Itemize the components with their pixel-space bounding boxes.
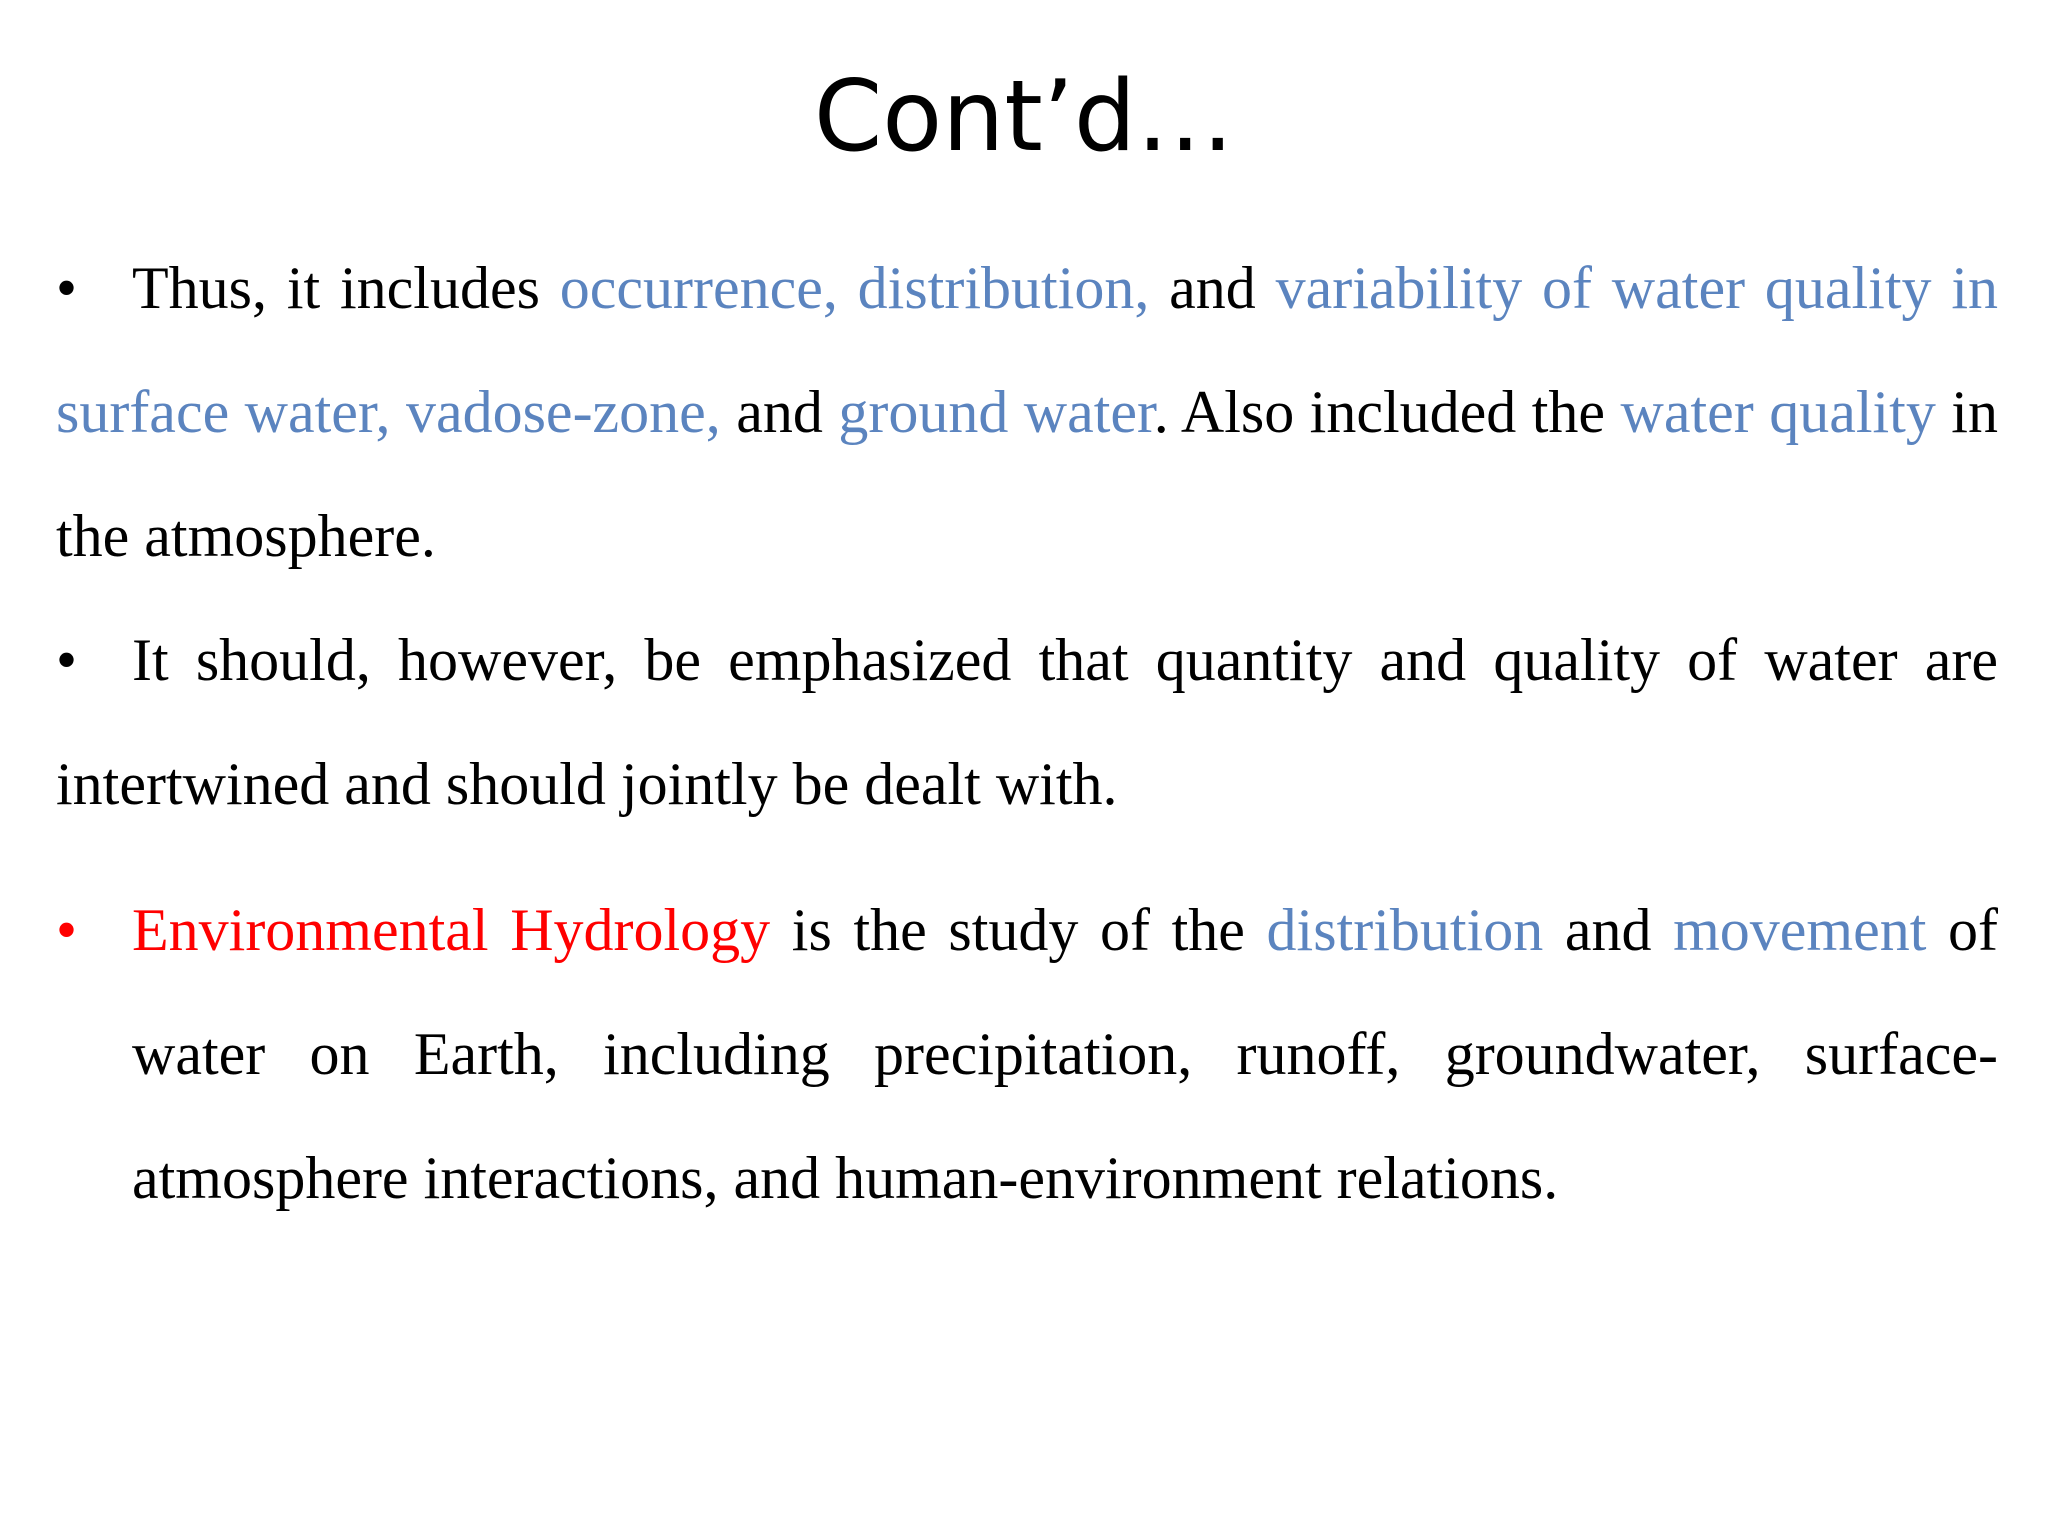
text-run: of water on Earth, including precipitation, runoff, groundwater, surface-atmosphere interactions, and human-environment relations. bbox=[132, 897, 1998, 1211]
text-run: in the atmosphere. bbox=[56, 379, 1998, 569]
text-run: Thus, it includes bbox=[132, 255, 560, 321]
text-run: . Also included the bbox=[1153, 379, 1621, 445]
bullet-paragraph-1 bbox=[56, 226, 1998, 598]
bullet-dot-red: • bbox=[56, 897, 78, 963]
text-run: and bbox=[720, 379, 839, 445]
highlight-run: variability of water quality in surface water, vadose-zone, bbox=[56, 255, 1998, 445]
slide-body bbox=[56, 226, 1998, 1300]
text-run: It should, however, be emphasized that quantity and quality of water are intertwined and should jointly be dealt with. bbox=[56, 627, 1998, 817]
highlight-run: distribution bbox=[1266, 897, 1544, 963]
bullet-dot: • bbox=[56, 627, 78, 693]
bullet-paragraph-3 bbox=[56, 868, 1998, 1240]
slide-title: Cont’d… bbox=[813, 60, 1235, 174]
text-run: and bbox=[1543, 897, 1674, 963]
bullet-paragraph-2 bbox=[56, 598, 1998, 846]
text-run: is the study of the bbox=[770, 897, 1267, 963]
highlight-run: movement bbox=[1673, 897, 1927, 963]
text-run: and bbox=[1149, 255, 1276, 321]
bullet-dot: • bbox=[56, 255, 78, 321]
emphasis-run: Environmental Hydrology bbox=[132, 897, 771, 963]
highlight-run: ground water bbox=[838, 379, 1154, 445]
highlight-run: occurrence, distribution, bbox=[559, 255, 1150, 321]
highlight-run: water quality bbox=[1620, 379, 1936, 445]
